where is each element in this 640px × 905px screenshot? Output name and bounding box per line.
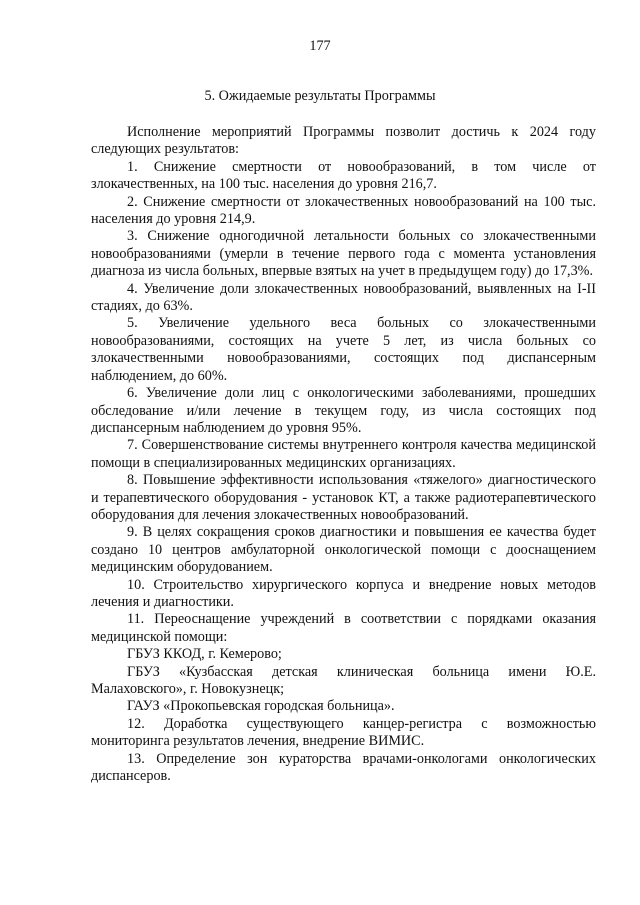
result-item-6: 6. Увеличение доли лиц с онкологическими заболеваниями, прошедших обследование и/или лечение в текущем году, из числа состоящих под диспансерным наблюдением до уровня 95%.: [91, 385, 596, 436]
result-item-3: 3. Снижение одногодичной летальности больных со злокачественными новообразованиями (умерли в течение первого года с момента установления диагноза из числа больных, впервые взятых на учет в предыдущем году) до 17,3%.: [91, 228, 596, 280]
institution-item-3: ГАУЗ «Прокопьевская городская больница».: [127, 698, 395, 715]
result-item-12: 12. Доработка существующего канцер-регистра с возможностью мониторинга результатов лечения, внедрение ВИМИС.: [91, 715, 596, 750]
result-item-7: 7. Совершенствование системы внутреннего контроля качества медицинской помощи в специализированных медицинских организациях.: [91, 437, 596, 471]
result-item-8: 8. Повышение эффективности использования «тяжелого» диагностического и терапевтического оборудования - установок КТ, а также радиотерапевтического оборудования для лечения злокачественных новообразований.: [91, 472, 596, 523]
institution-item-2: ГБУЗ «Кузбасская детская клиническая больница имени Ю.Е. Малаховского», г. Новокузнецк;: [91, 663, 596, 697]
result-item-5: 5. Увеличение удельного веса больных со злокачественными новообразованиями, состоящих на учете 5 лет, из числа больных со злокачественными новообразованиями, состоящих под диспансерным наблюдением, до 60%.: [91, 315, 596, 384]
result-item-1: 1. Снижение смертности от новообразований, в том числе от злокачественных, на 100 тыс. населения до уровня 216,7.: [91, 158, 596, 193]
result-item-11: 11. Переоснащение учреждений в соответствии с порядками оказания медицинской помощи:: [91, 611, 596, 645]
intro-paragraph: Исполнение мероприятий Программы позволит достичь к 2024 году следующих результатов:: [91, 124, 596, 158]
result-item-9: 9. В целях сокращения сроков диагностики и повышения ее качества будет создано 10 центров амбулаторной онкологической помощи с дооснащением медицинским оборудованием.: [91, 524, 596, 576]
institution-item-1: ГБУЗ ККОД, г. Кемерово;: [127, 646, 282, 663]
result-item-10: 10. Строительство хирургического корпуса и внедрение новых методов лечения и диагностики.: [91, 576, 596, 610]
body-text: [91, 124, 596, 785]
result-item-4: 4. Увеличение доли злокачественных новообразований, выявленных на I-II стадиях, до 63%.: [91, 280, 596, 315]
result-item-2: 2. Снижение смертности от злокачественных новообразований на 100 тыс. населения до уровня 214,9.: [91, 193, 596, 228]
page-number: 177: [309, 38, 331, 54]
result-item-13: 13. Определение зон кураторства врачами-онкологами онкологических диспансеров.: [91, 750, 596, 785]
section-heading: 5. Ожидаемые результаты Программы: [204, 88, 436, 104]
